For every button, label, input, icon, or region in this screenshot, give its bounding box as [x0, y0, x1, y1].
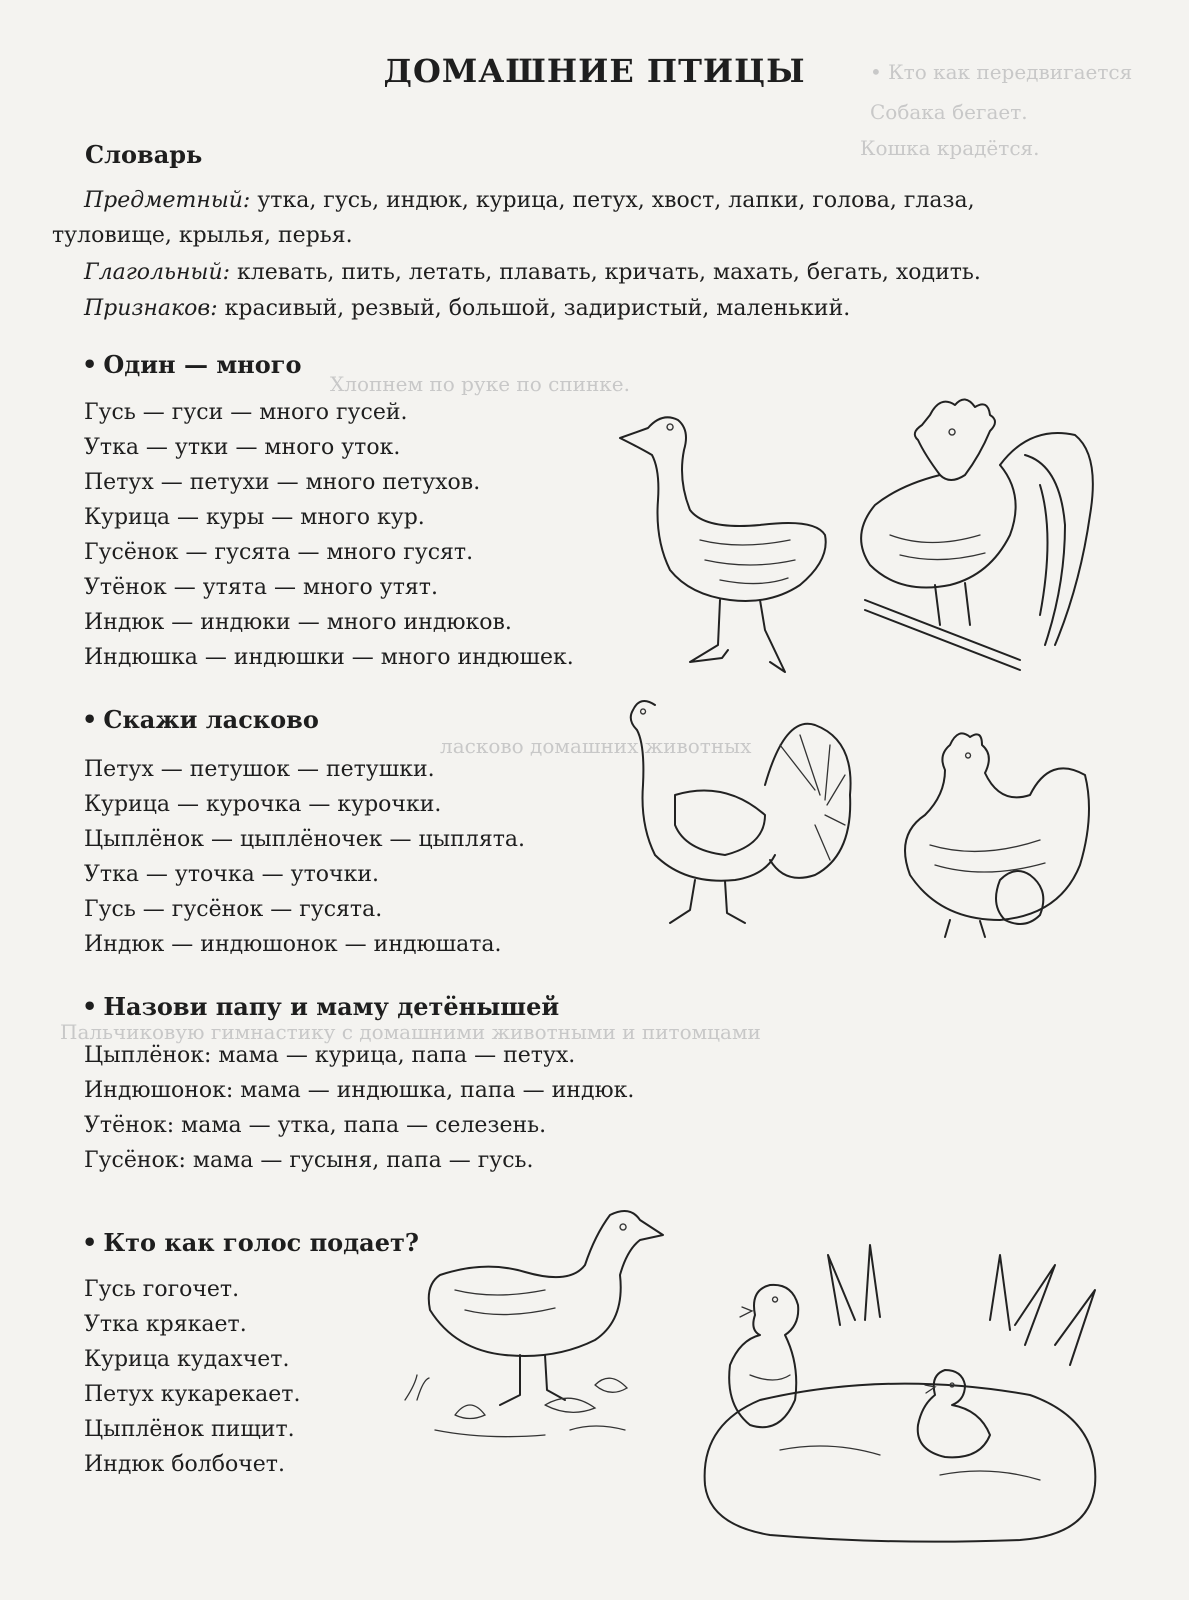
section-parents-heading — [82, 992, 559, 1021]
list-item: Гусёнок: мама — гусыня, папа — гусь. — [84, 1148, 534, 1173]
hen-with-chick-icon — [890, 715, 1100, 945]
section-one-many-heading — [82, 350, 301, 379]
section-voices-list — [84, 1272, 300, 1482]
vocabulary-object-label: Предметный: — [84, 188, 251, 213]
bullet-icon: • — [82, 992, 98, 1021]
section-affectionate-list — [84, 752, 525, 962]
drake-icon — [395, 1190, 670, 1450]
vocabulary-verb-label: Глагольный: — [84, 260, 231, 285]
list-item: Утка крякает. — [84, 1312, 247, 1337]
list-item: Индюк — индюшонок — индюшата. — [84, 932, 502, 957]
bullet-icon: • — [82, 350, 98, 379]
list-item: Утка — утки — много уток. — [84, 435, 401, 460]
list-item: Петух — петушок — петушки. — [84, 757, 435, 782]
vocabulary-verb-words: клевать, пить, летать, плавать, кричать, махать, бегать, ходить. — [237, 260, 981, 285]
vocabulary-object-line — [84, 188, 975, 213]
section-heading-text: Кто как голос подает? — [103, 1228, 419, 1257]
turkey-icon — [615, 685, 860, 935]
section-voices-heading — [82, 1228, 419, 1257]
vocabulary-adjective-words: красивый, резвый, большой, задиристый, маленький. — [224, 296, 851, 321]
list-item: Гусёнок — гусята — много гусят. — [84, 540, 474, 565]
list-item: Гусь гогочет. — [84, 1277, 240, 1302]
section-heading-text: Один — много — [103, 350, 302, 379]
list-item: Курица — куры — много кур. — [84, 505, 425, 530]
vocabulary-adjective-label: Признаков: — [84, 296, 218, 321]
section-parents-list — [84, 1038, 634, 1178]
page-title: ДОМАШНИЕ ПТИЦЫ — [383, 52, 806, 90]
list-item: Петух кукарекает. — [84, 1382, 301, 1407]
list-item: Цыплёнок пищит. — [84, 1417, 295, 1442]
list-item: Петух — петухи — много петухов. — [84, 470, 481, 495]
bullet-icon: • — [82, 705, 98, 734]
vocabulary-heading: Словарь — [85, 140, 203, 169]
section-heading-text: Назови папу и маму детёнышей — [103, 992, 560, 1021]
vocabulary-adjective-line — [84, 296, 850, 321]
vocabulary-object-line-2: туловище, крылья, перья. — [52, 223, 353, 248]
section-one-many-list — [84, 395, 574, 675]
list-item: Курица кудахчет. — [84, 1347, 290, 1372]
list-item: Курица — курочка — курочки. — [84, 792, 442, 817]
list-item: Индюшонок: мама — индюшка, папа — индюк. — [84, 1078, 635, 1103]
duck-with-ducklings-pond-icon — [690, 1235, 1110, 1545]
rooster-icon — [840, 385, 1110, 725]
vocabulary-object-words: утка, гусь, индюк, курица, петух, хвост, лапки, голова, глаза, — [257, 188, 975, 213]
list-item: Утёнок: мама — утка, папа — селезень. — [84, 1113, 547, 1138]
list-item: Гусь — гусёнок — гусята. — [84, 897, 383, 922]
list-item: Утка — уточка — уточки. — [84, 862, 379, 887]
section-affectionate-heading — [82, 705, 319, 734]
vocabulary-verb-line — [84, 260, 981, 285]
list-item: Индюшка — индюшки — много индюшек. — [84, 645, 574, 670]
list-item: Индюк — индюки — много индюков. — [84, 610, 512, 635]
list-item: Цыплёнок: мама — курица, папа — петух. — [84, 1043, 576, 1068]
goose-icon — [610, 400, 840, 690]
list-item: Гусь — гуси — много гусей. — [84, 400, 408, 425]
list-item: Индюк болбочет. — [84, 1452, 285, 1477]
list-item: Утёнок — утята — много утят. — [84, 575, 438, 600]
list-item: Цыплёнок — цыплёночек — цыплята. — [84, 827, 525, 852]
section-heading-text: Скажи ласково — [103, 705, 319, 734]
bullet-icon: • — [82, 1228, 98, 1257]
